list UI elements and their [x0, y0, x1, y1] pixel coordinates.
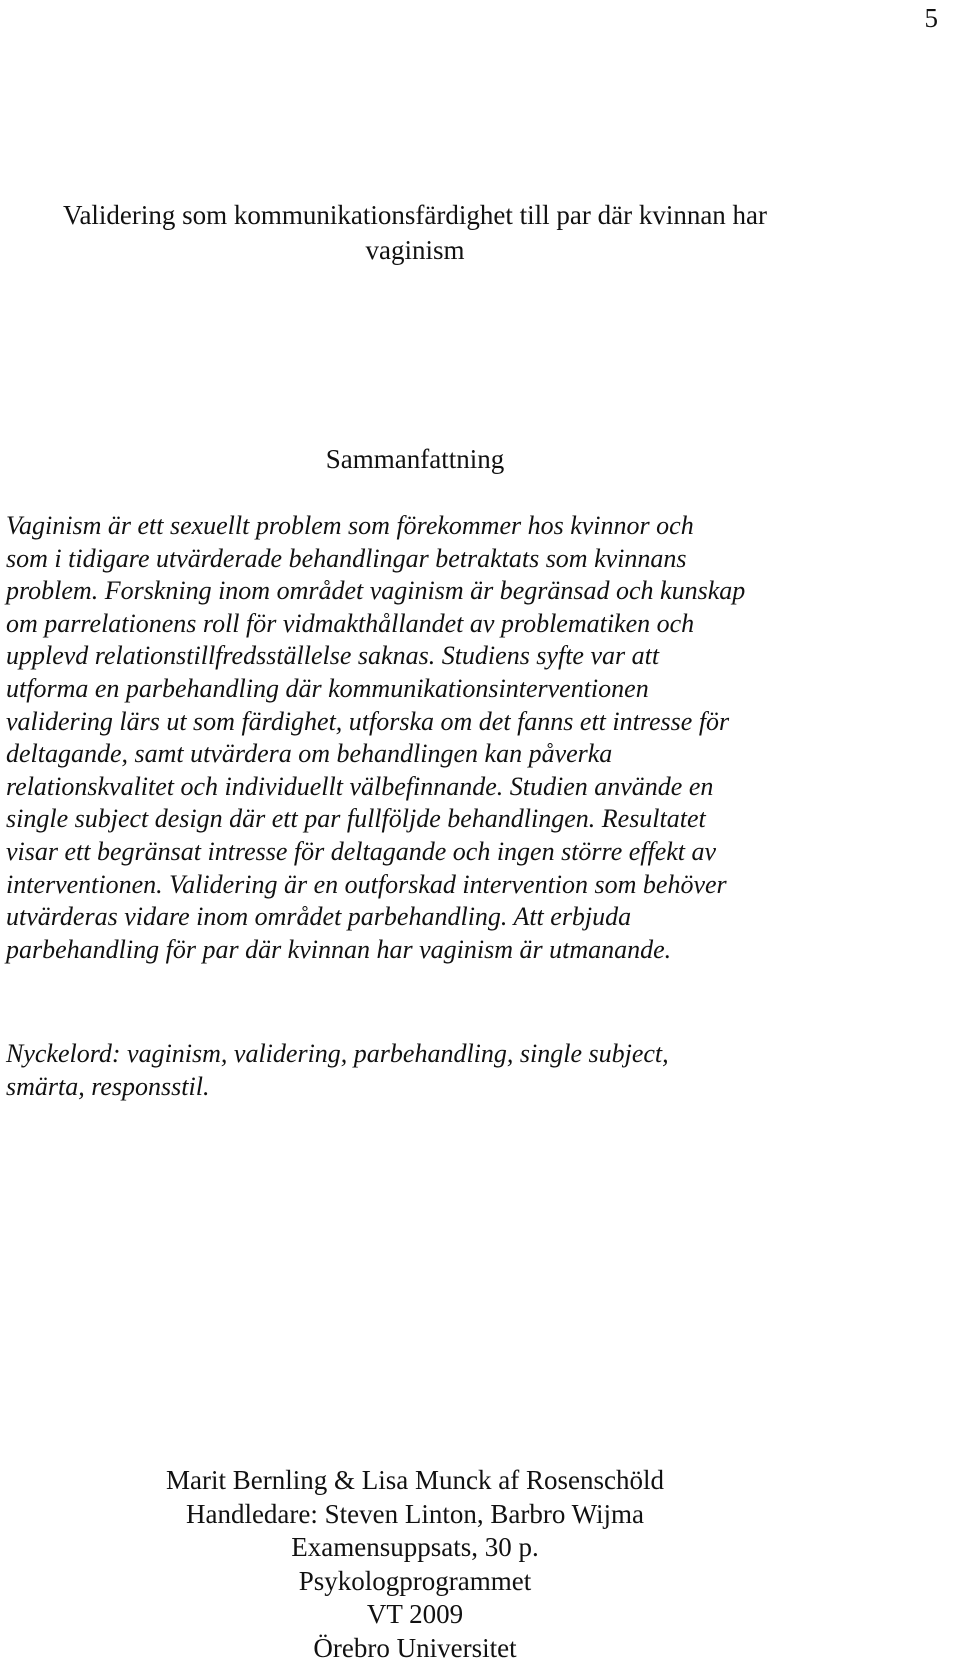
author-info-block	[0, 1464, 830, 1665]
abstract-heading: Sammanfattning	[0, 443, 830, 475]
abstract-line: single subject design där ett par fullföljde behandlingen. Resultatet	[6, 803, 846, 836]
abstract-text	[6, 510, 846, 966]
abstract-line: upplevd relationstillfredsställelse saknas. Studiens syfte var att	[6, 640, 846, 673]
abstract-line: problem. Forskning inom området vaginism är begränsad och kunskap	[6, 575, 846, 608]
abstract-line: interventionen. Validering är en outforskad intervention som behöver	[6, 869, 846, 902]
university: Örebro Universitet	[0, 1632, 830, 1665]
abstract-line: som i tidigare utvärderade behandlingar betraktats som kvinnans	[6, 543, 846, 576]
abstract-line: utforma en parbehandling där kommunikationsinterventionen	[6, 673, 846, 706]
abstract-line: deltagande, samt utvärdera om behandlingen kan påverka	[6, 738, 846, 771]
abstract-line: utvärderas vidare inom området parbehandling. Att erbjuda	[6, 901, 846, 934]
authors: Marit Bernling & Lisa Munck af Rosenschöld	[0, 1464, 830, 1498]
thesis-title-line-2: vaginism	[0, 233, 830, 268]
program: Psykologprogrammet	[0, 1565, 830, 1599]
abstract-line: relationskvalitet och individuellt välbefinnande. Studien använde en	[6, 771, 846, 804]
abstract-line: validering lärs ut som färdighet, utforska om det fanns ett intresse för	[6, 706, 846, 739]
abstract-line: Vaginism är ett sexuellt problem som förekommer hos kvinnor och	[6, 510, 846, 543]
abstract-line: parbehandling för par där kvinnan har vaginism är utmanande.	[6, 934, 846, 967]
thesis-title	[0, 198, 830, 268]
abstract-line: om parrelationens roll för vidmakthållandet av problematiken och	[6, 608, 846, 641]
thesis-title-line-1: Validering som kommunikationsfärdighet till par där kvinnan har	[0, 198, 830, 233]
keywords-line-2: smärta, responsstil.	[6, 1070, 846, 1103]
keywords	[6, 1037, 846, 1103]
page-number: 5	[925, 2, 939, 34]
term: VT 2009	[0, 1598, 830, 1632]
thesis-type: Examensuppsats, 30 p.	[0, 1531, 830, 1565]
keywords-line-1: Nyckelord: vaginism, validering, parbehandling, single subject,	[6, 1037, 846, 1070]
supervisors: Handledare: Steven Linton, Barbro Wijma	[0, 1498, 830, 1532]
abstract-line: visar ett begränsat intresse för deltagande och ingen större effekt av	[6, 836, 846, 869]
